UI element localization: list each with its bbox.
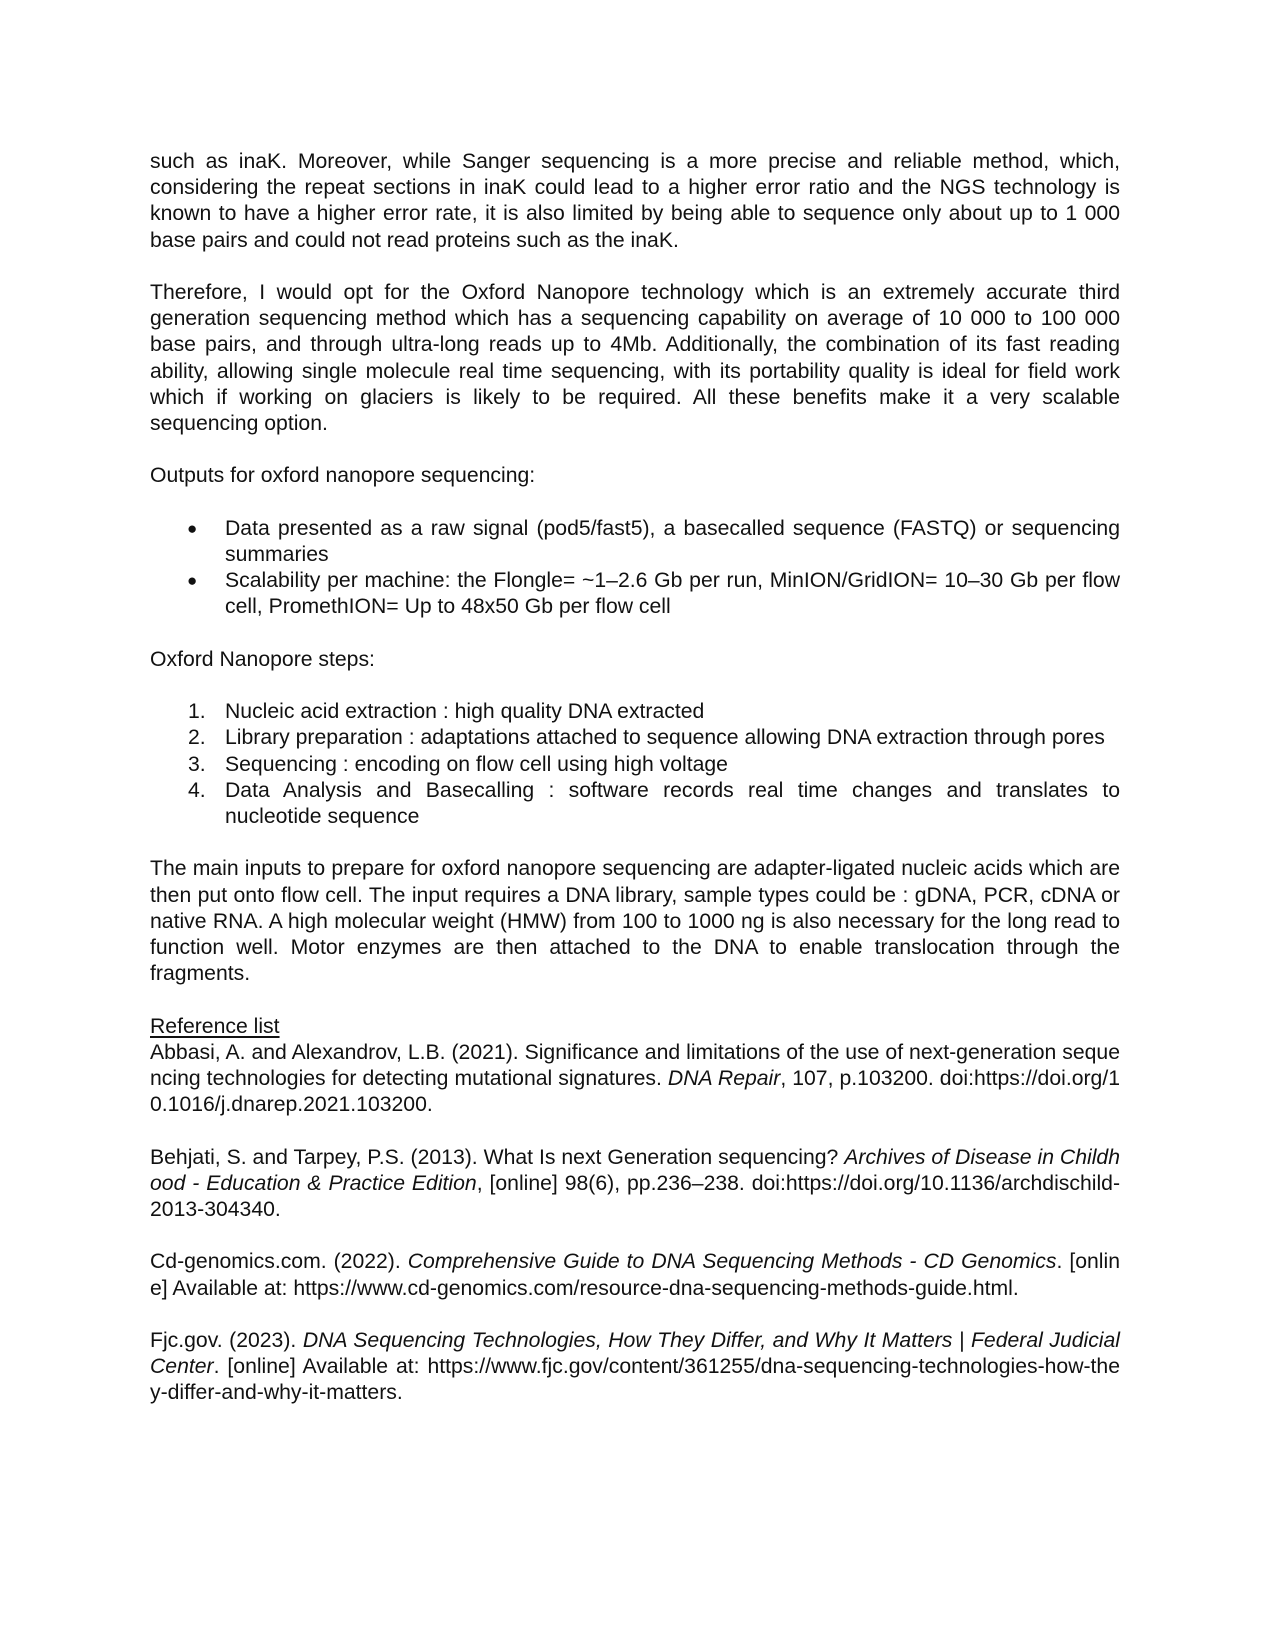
list-item-text: Scalability per machine: the Flongle= ~1–2.6 Gb per run, MinION/GridION= 10–30 Gb per flow cell, PromethION= Up to 48x50 Gb per flow cell — [225, 569, 1120, 619]
reference-entry — [150, 1040, 1120, 1119]
reference-details: , [online] 98(6), pp.236–238. doi:https://doi.org/10.1136/archdischild-2013-304340. — [150, 1171, 1120, 1221]
reference-entry — [150, 1328, 1120, 1407]
reference-authors: Behjati, S. and Tarpey, P.S. (2013). What Is next Generation sequencing? — [150, 1145, 845, 1169]
list-item — [150, 568, 1120, 620]
list-item-text: Data Analysis and Basecalling : software records real time changes and translates to nucleotide sequence — [225, 778, 1120, 828]
reference-authors: Cd-genomics.com. (2022). — [150, 1250, 408, 1274]
reference-source-title: Archives of Disease in Childhood - Education & Practice Edition — [150, 1145, 1120, 1195]
bullet-icon: ● — [187, 518, 198, 538]
list-item-text: Library preparation : adaptations attached to sequence allowing DNA extraction through pores — [225, 726, 1105, 750]
list-item-text: Nucleic acid extraction : high quality DNA extracted — [225, 700, 705, 724]
bullet-icon: ● — [187, 571, 198, 591]
list-item — [150, 516, 1120, 568]
reference-details: . [online] Available at: https://www.fjc.gov/content/361255/dna-sequencing-technologies-how-they-differ-and-why-it-matters. — [150, 1355, 1120, 1405]
outputs-list — [150, 516, 1120, 621]
reference-details: . [online] Available at: https://www.cd-genomics.com/resource-dna-sequencing-methods-guide.html. — [150, 1250, 1120, 1300]
reference-authors: Abbasi, A. and Alexandrov, L.B. (2021). Significance and limitations of the use of next-generation sequencing technologies for detecting mutational signatures. — [150, 1040, 1120, 1090]
reference-list-heading: Reference list — [150, 1014, 280, 1038]
paragraph-main-inputs: The main inputs to prepare for oxford nanopore sequencing are adapter-ligated nucleic acids which are then put onto flow cell. The input requires a DNA library, sample types could be : gDNA, PCR, cDNA or native RNA. A high molecular weight (HMW) from 100 to 1000 ng is also necessary for the long read to function well. Motor enzymes are then attached to the DNA to enable translocation through the fragments. — [150, 857, 1120, 986]
list-item — [150, 725, 1120, 751]
reference-source-title: DNA Repair — [667, 1067, 781, 1090]
list-item-text: Sequencing : encoding on flow cell using high voltage — [225, 752, 728, 776]
steps-heading: Oxford Nanopore steps: — [150, 647, 375, 671]
document-page — [150, 149, 1120, 1407]
paragraph-nanopore-choice: Therefore, I would opt for the Oxford Nanopore technology which is an extremely accurate third generation sequencing method which has a sequencing capability on average of 10 000 to 100 000 base pairs, and through ultra-long reads up to 4Mb. Additionally, the combination of its fast reading ability, allowing single molecule real time sequencing, with its portability quality is ideal for field work which if working on glaciers is likely to be required. All these benefits make it a very scalable sequencing option. — [150, 281, 1120, 436]
list-item — [150, 778, 1120, 830]
paragraph-sanger-limitations: such as inaK. Moreover, while Sanger sequencing is a more precise and reliable method, which, considering the repeat sections in inaK could lead to a higher error ratio and the NGS technology is known to have a higher error rate, it is also limited by being able to sequence only about up to 1 000 base pairs and could not read proteins such as the inaK. — [150, 150, 1120, 252]
reference-authors: Fjc.gov. (2023). — [150, 1328, 303, 1352]
reference-entry — [150, 1145, 1120, 1224]
list-item — [150, 752, 1120, 778]
list-item-text: Data presented as a raw signal (pod5/fast5), a basecalled sequence (FASTQ) or sequencing summaries — [225, 516, 1120, 566]
list-item — [150, 699, 1120, 725]
list-number: 3. — [188, 752, 206, 776]
list-number: 2. — [188, 726, 206, 750]
reference-source-title: DNA Sequencing Technologies, How They Differ, and Why It Matters | Federal Judicial Center — [150, 1328, 1121, 1379]
reference-source-title: Comprehensive Guide to DNA Sequencing Methods - CD Genomics — [407, 1250, 1057, 1274]
list-number: 4. — [188, 778, 206, 802]
reference-details: , 107, p.103200. doi:https://doi.org/10.1016/j.dnarep.2021.103200. — [150, 1067, 1121, 1117]
list-number: 1. — [188, 700, 206, 724]
outputs-heading: Outputs for oxford nanopore sequencing: — [150, 464, 536, 488]
reference-entry — [150, 1249, 1120, 1301]
steps-list — [150, 699, 1120, 830]
